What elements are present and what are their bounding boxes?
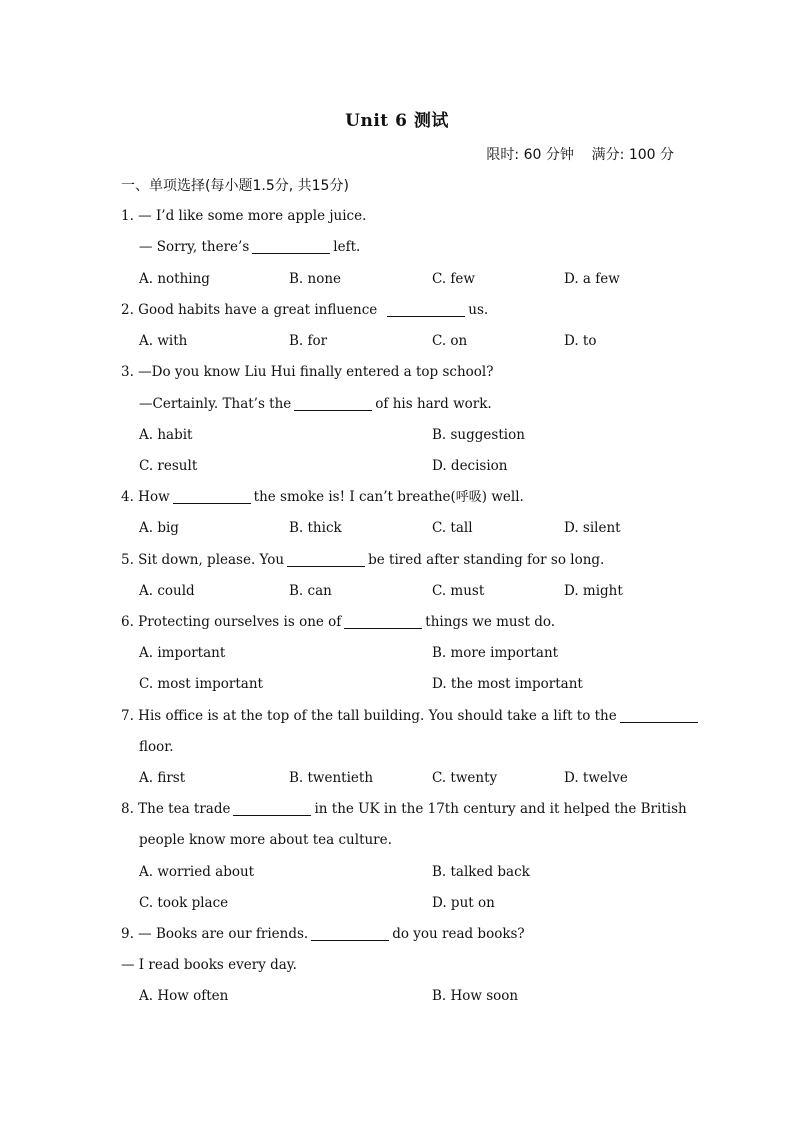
question-text: do you read books? xyxy=(392,926,525,942)
option-c: C. few xyxy=(432,271,475,287)
question-text: floor. xyxy=(139,739,174,755)
question-text: 6. Protecting ourselves is one of xyxy=(121,614,342,630)
option-a: A. important xyxy=(139,645,226,661)
option-c: C. tall xyxy=(432,520,473,536)
question-6-line-1 xyxy=(121,613,555,631)
question-text: be tired after standing for so long. xyxy=(368,552,605,568)
answer-blank[interactable] xyxy=(287,552,365,567)
option-c: C. on xyxy=(432,333,468,349)
answer-blank[interactable] xyxy=(233,801,311,816)
option-b: B. more important xyxy=(432,645,559,661)
option-b: B. none xyxy=(289,271,342,287)
option-d: D. a few xyxy=(564,271,620,287)
option-a: A. big xyxy=(139,520,179,536)
option-c: C. took place xyxy=(139,895,229,911)
time-limit: 限时: 60 分钟 xyxy=(486,147,574,163)
option-d: D. to xyxy=(564,333,597,349)
answer-blank[interactable] xyxy=(173,489,251,504)
option-a: A. How often xyxy=(139,988,229,1004)
question-text: 3. —Do you know Liu Hui finally entered a top school? xyxy=(121,364,494,380)
option-c: C. result xyxy=(139,458,198,474)
option-b: B. thick xyxy=(289,520,342,536)
option-b: B. talked back xyxy=(432,864,530,880)
question-3-line-2 xyxy=(139,395,492,413)
question-text: 7. His office is at the top of the tall building. You should take a lift to the xyxy=(121,708,617,724)
option-c: C. must xyxy=(432,583,485,599)
question-text: 5. Sit down, please. You xyxy=(121,552,285,568)
option-b: B. How soon xyxy=(432,988,519,1004)
answer-blank[interactable] xyxy=(387,302,465,317)
exam-meta xyxy=(486,144,674,164)
option-a: A. with xyxy=(139,333,188,349)
option-c: C. most important xyxy=(139,676,263,692)
page-title: Unit 6 测试 xyxy=(345,111,449,131)
option-a: A. habit xyxy=(139,427,193,443)
question-text-cjk: 呼吸 xyxy=(455,490,482,505)
question-7-line-2 xyxy=(139,738,174,756)
answer-blank[interactable] xyxy=(620,708,698,723)
option-a: A. could xyxy=(139,583,195,599)
question-text: 4. How xyxy=(121,489,170,505)
option-d: D. put on xyxy=(432,895,495,911)
answer-blank[interactable] xyxy=(294,396,372,411)
question-text: in the UK in the 17th century and it helped the British xyxy=(314,801,687,817)
question-text: ) well. xyxy=(481,489,524,505)
question-text: us. xyxy=(468,302,489,318)
answer-blank[interactable] xyxy=(311,926,389,941)
question-3-line-1 xyxy=(121,363,493,381)
question-text: left. xyxy=(333,239,361,255)
option-a: A. worried about xyxy=(139,864,255,880)
question-text: things we must do. xyxy=(425,614,556,630)
question-text: the smoke is! I can’t breathe( xyxy=(253,489,456,505)
full-score: 满分: 100 分 xyxy=(591,147,674,163)
question-5-line-1 xyxy=(121,551,604,569)
option-b: B. twentieth xyxy=(289,770,374,786)
option-b: B. can xyxy=(289,583,332,599)
question-text: 8. The tea trade xyxy=(121,801,231,817)
question-text: —Certainly. That’s the xyxy=(139,396,292,412)
question-text: of his hard work. xyxy=(375,396,492,412)
question-1-line-1 xyxy=(121,207,366,225)
question-1-line-2 xyxy=(139,238,360,256)
question-text: 1. — I’d like some more apple juice. xyxy=(121,208,367,224)
answer-blank[interactable] xyxy=(252,239,330,254)
option-d: D. decision xyxy=(432,458,508,474)
question-9-line-1 xyxy=(121,925,525,943)
option-a: A. first xyxy=(139,770,186,786)
question-8-line-1 xyxy=(121,800,687,818)
question-text: — I read books every day. xyxy=(121,957,297,973)
option-d: D. silent xyxy=(564,520,621,536)
option-d: D. the most important xyxy=(432,676,583,692)
question-4-line-1 xyxy=(121,488,524,507)
section-heading: 一、单项选择(每小题1.5分, 共15分) xyxy=(121,178,349,194)
option-d: D. might xyxy=(564,583,623,599)
question-text: people know more about tea culture. xyxy=(139,832,392,848)
option-b: B. suggestion xyxy=(432,427,525,443)
question-text: — Sorry, there’s xyxy=(139,239,250,255)
question-text: 2. Good habits have a great influence xyxy=(121,302,378,318)
option-b: B. for xyxy=(289,333,328,349)
question-8-line-2 xyxy=(139,831,392,849)
question-7-line-1 xyxy=(121,707,701,725)
option-a: A. nothing xyxy=(139,271,210,287)
option-d: D. twelve xyxy=(564,770,628,786)
question-9-line-2 xyxy=(121,956,297,974)
question-2-line-1 xyxy=(121,301,488,319)
answer-blank[interactable] xyxy=(344,614,422,629)
question-text: 9. — Books are our friends. xyxy=(121,926,309,942)
option-c: C. twenty xyxy=(432,770,498,786)
